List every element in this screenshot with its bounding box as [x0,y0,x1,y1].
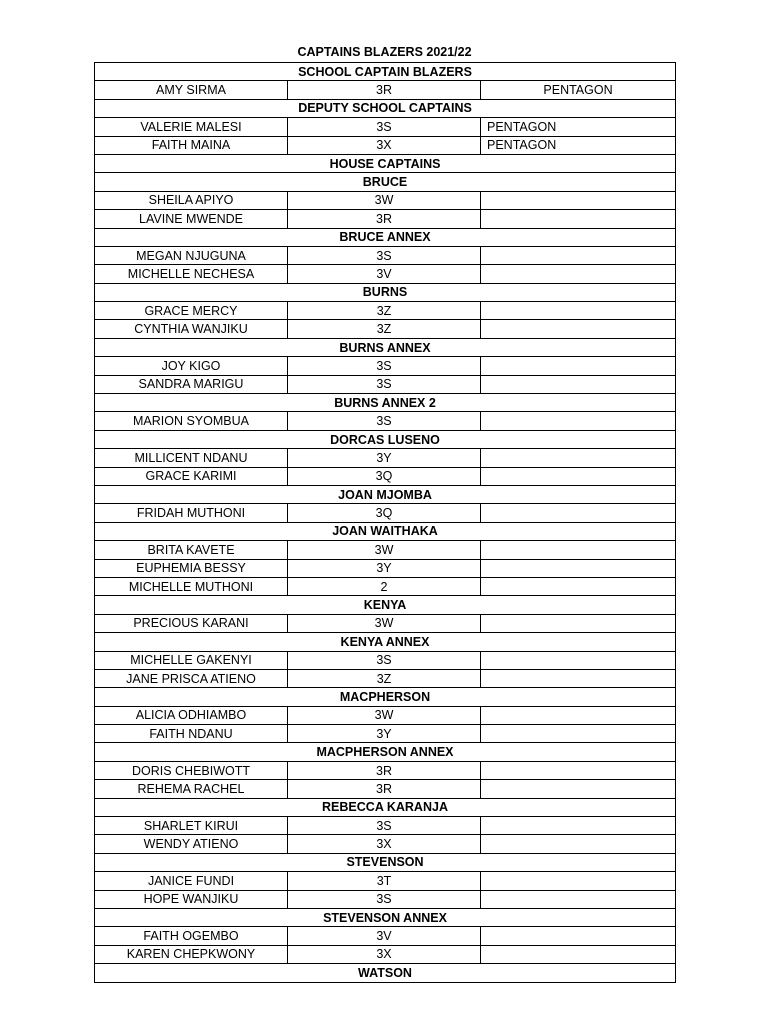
table-row [95,614,676,632]
student-name-cell: MICHELLE NECHESA [95,265,288,283]
note-cell [481,945,676,963]
student-name-cell: FRIDAH MUTHONI [95,504,288,522]
student-name-cell: WENDY ATIENO [95,835,288,853]
section-header-row [95,228,676,246]
section-header-row [95,853,676,871]
note-cell [481,357,676,375]
student-name-cell: PRECIOUS KARANI [95,614,288,632]
table-row [95,945,676,963]
student-name-cell: JOY KIGO [95,357,288,375]
section-header-row [95,430,676,448]
student-name-cell: SHARLET KIRUI [95,817,288,835]
document-title: CAPTAINS BLAZERS 2021/22 [297,45,472,59]
note-cell [481,669,676,687]
student-name-cell: MICHELLE MUTHONI [95,577,288,595]
table-row [95,577,676,595]
note-cell [481,302,676,320]
section-header-row [95,743,676,761]
section-title: BRUCE [95,173,676,191]
section-title: KENYA ANNEX [95,633,676,651]
stream-cell: 3Z [288,302,481,320]
section-header-row [95,394,676,412]
note-cell [481,614,676,632]
student-name-cell: MARION SYOMBUA [95,412,288,430]
stream-cell: 3R [288,210,481,228]
stream-cell: 3Z [288,320,481,338]
stream-cell: 3X [288,835,481,853]
section-title: DORCAS LUSENO [95,430,676,448]
table-row [95,136,676,154]
stream-cell: 3S [288,651,481,669]
stream-cell: 3W [288,191,481,209]
section-title: JOAN MJOMBA [95,485,676,503]
stream-cell: 3Z [288,669,481,687]
note-cell [481,577,676,595]
student-name-cell: REHEMA RACHEL [95,780,288,798]
student-name-cell: GRACE KARIMI [95,467,288,485]
section-header-row [95,964,676,982]
section-title: REBECCA KARANJA [95,798,676,816]
section-header-row [95,633,676,651]
note-cell [481,559,676,577]
section-header-row [95,338,676,356]
table-row [95,375,676,393]
student-name-cell: DORIS CHEBIWOTT [95,761,288,779]
note-cell [481,725,676,743]
captains-table [94,62,676,983]
note-cell [481,265,676,283]
stream-cell: 3W [288,541,481,559]
table-row [95,357,676,375]
table-row [95,320,676,338]
section-title: BURNS [95,283,676,301]
table-row [95,265,676,283]
note-cell: PENTAGON [481,136,676,154]
student-name-cell: SANDRA MARIGU [95,375,288,393]
table-row [95,210,676,228]
section-header-row [95,63,676,81]
section-title: JOAN WAITHAKA [95,522,676,540]
note-cell [481,817,676,835]
table-row [95,541,676,559]
table-row [95,412,676,430]
section-header-row [95,154,676,172]
student-name-cell: FAITH OGEMBO [95,927,288,945]
note-cell [481,780,676,798]
note-cell [481,449,676,467]
student-name-cell: MILLICENT NDANU [95,449,288,467]
table-row [95,669,676,687]
note-cell [481,706,676,724]
table-row [95,651,676,669]
table-row [95,302,676,320]
note-cell [481,927,676,945]
student-name-cell: SHEILA APIYO [95,191,288,209]
stream-cell: 3Y [288,559,481,577]
stream-cell: 3R [288,780,481,798]
section-title: DEPUTY SCHOOL CAPTAINS [95,99,676,117]
section-title: BURNS ANNEX 2 [95,394,676,412]
stream-cell: 3Y [288,725,481,743]
note-cell [481,375,676,393]
note-cell [481,412,676,430]
section-title: BURNS ANNEX [95,338,676,356]
section-title: KENYA [95,596,676,614]
section-header-row [95,522,676,540]
student-name-cell: MICHELLE GAKENYI [95,651,288,669]
student-name-cell: FAITH NDANU [95,725,288,743]
student-name-cell: GRACE MERCY [95,302,288,320]
stream-cell: 3S [288,890,481,908]
student-name-cell: ALICIA ODHIAMBO [95,706,288,724]
student-name-cell: EUPHEMIA BESSY [95,559,288,577]
section-title: WATSON [95,964,676,982]
table-row [95,817,676,835]
section-header-row [95,283,676,301]
section-title: STEVENSON [95,853,676,871]
note-cell: PENTAGON [481,118,676,136]
section-header-row [95,99,676,117]
note-cell [481,541,676,559]
table-row [95,872,676,890]
note-cell [481,504,676,522]
table-row [95,81,676,99]
table-row [95,118,676,136]
stream-cell: 3S [288,118,481,136]
section-title: MACPHERSON [95,688,676,706]
table-row [95,504,676,522]
section-title: BRUCE ANNEX [95,228,676,246]
stream-cell: 2 [288,577,481,595]
table-row [95,835,676,853]
table-row [95,761,676,779]
stream-cell: 3Q [288,504,481,522]
stream-cell: 3S [288,412,481,430]
section-header-row [95,173,676,191]
note-cell [481,651,676,669]
stream-cell: 3X [288,945,481,963]
note-cell [481,835,676,853]
note-cell [481,761,676,779]
table-row [95,449,676,467]
note-cell [481,890,676,908]
note-cell: PENTAGON [481,81,676,99]
table-row [95,706,676,724]
stream-cell: 3R [288,761,481,779]
stream-cell: 3S [288,246,481,264]
stream-cell: 3S [288,357,481,375]
student-name-cell: KAREN CHEPKWONY [95,945,288,963]
student-name-cell: JANE PRISCA ATIENO [95,669,288,687]
table-row [95,780,676,798]
student-name-cell: CYNTHIA WANJIKU [95,320,288,338]
stream-cell: 3S [288,375,481,393]
section-header-row [95,908,676,926]
note-cell [481,872,676,890]
stream-cell: 3R [288,81,481,99]
note-cell [481,320,676,338]
section-title: MACPHERSON ANNEX [95,743,676,761]
stream-cell: 3V [288,927,481,945]
stream-cell: 3S [288,817,481,835]
note-cell [481,210,676,228]
stream-cell: 3Y [288,449,481,467]
student-name-cell: HOPE WANJIKU [95,890,288,908]
section-title: SCHOOL CAPTAIN BLAZERS [95,63,676,81]
student-name-cell: FAITH MAINA [95,136,288,154]
table-row [95,467,676,485]
table-row [95,246,676,264]
student-name-cell: MEGAN NJUGUNA [95,246,288,264]
table-row [95,890,676,908]
stream-cell: 3X [288,136,481,154]
student-name-cell: JANICE FUNDI [95,872,288,890]
note-cell [481,467,676,485]
stream-cell: 3W [288,706,481,724]
section-title: HOUSE CAPTAINS [95,154,676,172]
note-cell [481,191,676,209]
section-title: STEVENSON ANNEX [95,908,676,926]
stream-cell: 3W [288,614,481,632]
table-row [95,927,676,945]
note-cell [481,246,676,264]
stream-cell: 3V [288,265,481,283]
section-header-row [95,688,676,706]
student-name-cell: AMY SIRMA [95,81,288,99]
stream-cell: 3T [288,872,481,890]
table-row [95,725,676,743]
captains-table-body [95,63,676,983]
section-header-row [95,485,676,503]
student-name-cell: LAVINE MWENDE [95,210,288,228]
section-header-row [95,798,676,816]
section-header-row [95,596,676,614]
student-name-cell: BRITA KAVETE [95,541,288,559]
stream-cell: 3Q [288,467,481,485]
table-row [95,191,676,209]
student-name-cell: VALERIE MALESI [95,118,288,136]
table-row [95,559,676,577]
